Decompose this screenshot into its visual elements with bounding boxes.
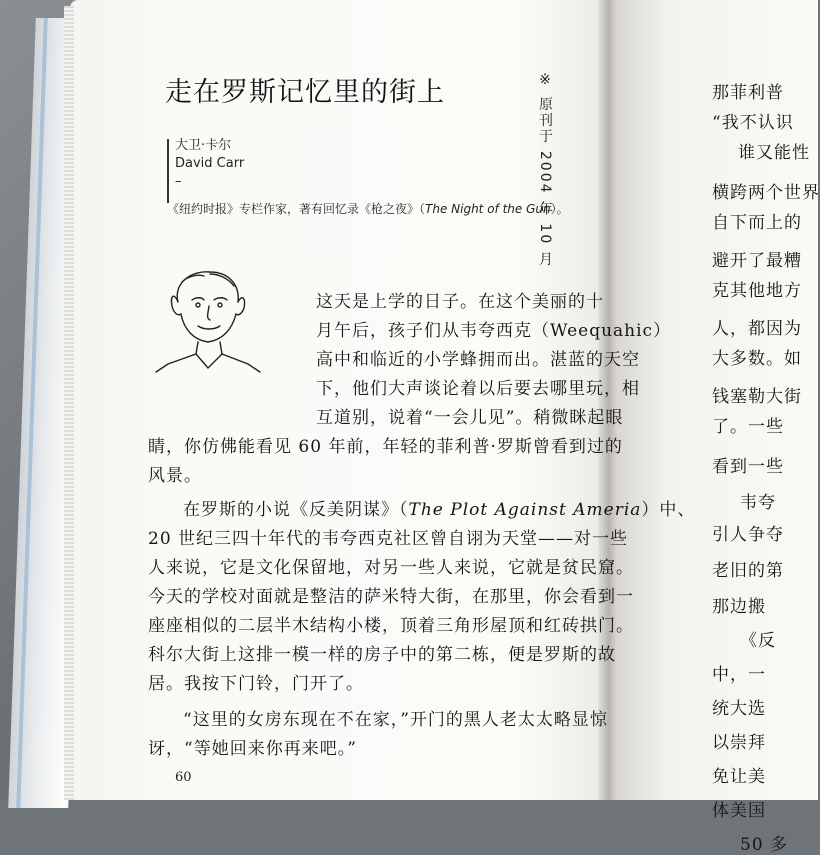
book-title-italic: The Plot Against Ameria <box>408 500 642 520</box>
author-desc-italic: The Night of the Gun <box>425 202 551 216</box>
right-line: 那边搬 <box>712 597 766 617</box>
right-line: 人，都因为 <box>712 319 802 339</box>
text-run: ）中、 <box>641 500 696 520</box>
right-line: 以崇拜 <box>712 733 766 753</box>
article-title: 走在罗斯记忆里的街上 <box>165 77 445 108</box>
paragraph-line: 居。我按下门铃，门开了。 <box>148 674 364 694</box>
book-spine <box>598 0 620 800</box>
right-line: 统大选 <box>712 699 766 719</box>
author-block <box>175 137 244 191</box>
paragraph-line: 讶，“等她回来你再来吧。” <box>148 739 357 759</box>
right-line: “我不认识 <box>712 113 794 133</box>
paragraph-line: 这天是上学的日子。在这个美丽的十 <box>316 292 604 312</box>
paragraph-line: 高中和临近的小学蜂拥而出。湛蓝的天空 <box>316 350 640 370</box>
author-desc-suffix: ）。 <box>550 202 569 216</box>
text-run: 在罗斯的小说《反美阴谋》（ <box>183 500 409 520</box>
right-line: 自下而上的 <box>712 213 802 233</box>
paragraph-line: 互道别，说着“一会儿见”。稍微眯起眼 <box>316 408 624 428</box>
author-bar <box>167 139 169 203</box>
right-line: 谁又能性 <box>738 143 810 163</box>
paragraph-line: 下，他们大声谈论着以后要去哪里玩，相 <box>316 379 640 399</box>
paragraph-line: 座座相似的二层半木结构小楼，顶着三角形屋顶和红砖拱门。 <box>148 616 634 636</box>
author-name-cn: 大卫·卡尔 <box>175 138 232 153</box>
paragraph-line: 睛，你仿佛能看见 60 年前，年轻的菲利普·罗斯曾看到过的 <box>148 437 623 457</box>
paragraph-line: 月午后，孩子们从韦夸西克（Weequahic） <box>316 321 672 341</box>
right-line: 50 多 <box>740 835 789 855</box>
right-line: 韦夸 <box>740 493 776 513</box>
page-number: 60 <box>175 770 192 785</box>
author-desc-prefix: 《纽约时报》专栏作家，著有回忆录《枪之夜》（ <box>167 202 426 216</box>
right-line: 体美国 <box>712 801 766 821</box>
right-line: 那菲利普 <box>712 83 784 103</box>
author-dash: – <box>175 174 182 189</box>
paragraph-line: 风景。 <box>148 466 202 486</box>
author-portrait-sketch <box>148 262 268 372</box>
right-line: 了。一些 <box>712 417 784 437</box>
right-line: 《反 <box>740 631 776 651</box>
paragraph-line: 今天的学校对面就是整洁的萨米特大街，在那里，你会看到一 <box>148 587 634 607</box>
paragraph-line: “这里的女房东现在不在家，”开门的黑人老太太略显惊 <box>183 710 608 730</box>
author-description <box>167 200 569 217</box>
right-line: 克其他地方 <box>712 281 802 301</box>
publication-note: ※ 原刊于 2004 年 10 月 <box>537 72 553 268</box>
right-line: 免让美 <box>712 767 766 787</box>
right-line: 避开了最糟 <box>712 251 802 271</box>
right-line: 横跨两个世界 <box>712 183 820 203</box>
right-line: 引人争夺 <box>712 525 784 545</box>
author-name-en: David Carr <box>175 156 245 171</box>
paragraph-line: 20 世纪三四十年代的韦夸西克社区曾自诩为天堂——对一些 <box>148 529 629 549</box>
right-line: 中，一 <box>712 665 766 685</box>
right-line: 大多数。如 <box>712 349 802 369</box>
right-line: 看到一些 <box>712 457 784 477</box>
paragraph-line-2 <box>183 495 695 520</box>
paragraph-line: 科尔大街上这排一模一样的房子中的第二栋，便是罗斯的故 <box>148 645 616 665</box>
right-line: 钱塞勒大街 <box>712 387 802 407</box>
paragraph-line: 人来说，它是文化保留地，对另一些人来说，它就是贫民窟。 <box>148 558 634 578</box>
right-line: 老旧的第 <box>712 561 784 581</box>
